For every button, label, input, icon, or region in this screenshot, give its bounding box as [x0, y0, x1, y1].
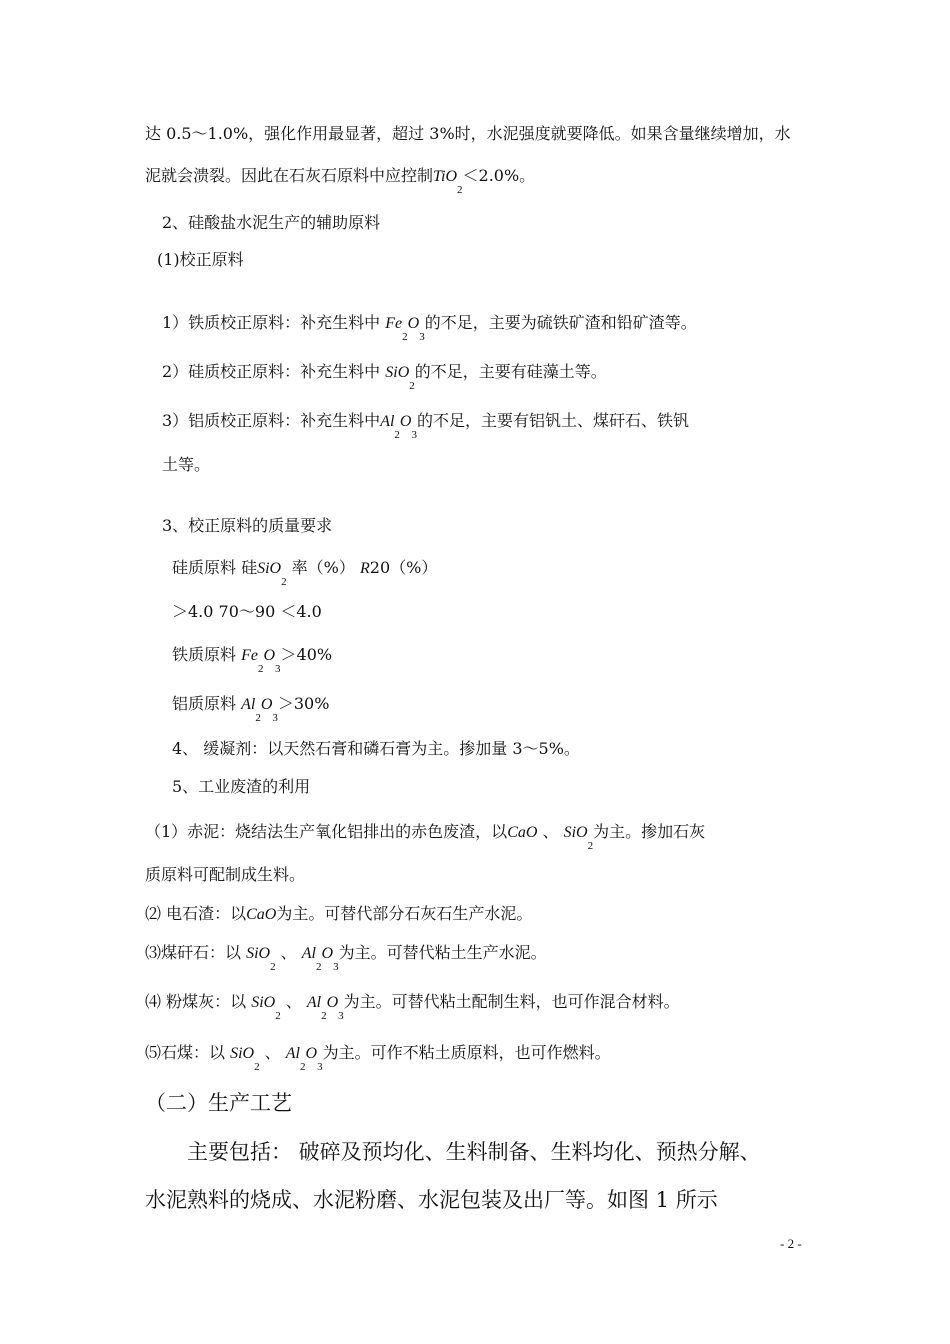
formula: SiO [563, 824, 588, 841]
text: 、 [537, 822, 564, 841]
list-item [162, 411, 689, 441]
list-item [145, 943, 547, 973]
formula: Al [301, 945, 316, 962]
formula: O [326, 994, 339, 1011]
subscript: 3 [317, 1061, 323, 1073]
text: 为主。可替代粘土配制生料，也可作混合材料。 [343, 992, 680, 1011]
paragraph-line: 水泥熟料的烧成、水泥粉磨、水泥包装及出厂等。如图 1 所示 [145, 1188, 718, 1212]
formula: Al [285, 1045, 300, 1062]
section-heading: （二）生产工艺 [145, 1091, 292, 1115]
paragraph-line: 主要包括： 破碎及预均化、生料制备、生料均化、预热分解、 [187, 1140, 761, 1164]
formula: R [359, 560, 370, 577]
subscript: 2 [270, 961, 276, 973]
subscript: 2 [255, 712, 261, 724]
subscript: 2 [321, 1010, 327, 1022]
list-item [162, 313, 697, 343]
subscript: 2 [394, 429, 400, 441]
list-item [145, 992, 680, 1022]
list-item-continuation: 土等。 [162, 455, 211, 474]
subscript: 3 [333, 961, 339, 973]
subscript: 2 [402, 331, 408, 343]
formula: O [321, 945, 334, 962]
subscript: 3 [419, 331, 425, 343]
text: 1）铁质校正原料：补充生料中 [162, 313, 386, 332]
text: ＜2.0%。 [462, 166, 536, 185]
text: 的不足，主要有硅藻土等。 [414, 362, 607, 381]
text: 为主。可替代部分石灰石生产水泥。 [276, 904, 533, 923]
text: 为主。可作不粘土质原料，也可作燃料。 [322, 1043, 611, 1062]
text: ⑸石煤：以 [145, 1043, 231, 1062]
list-item-continuation: 质原料可配制成生料。 [145, 865, 306, 884]
formula: SiO [230, 1045, 255, 1062]
formula: TiO [433, 168, 458, 185]
formula: CaO [507, 824, 538, 841]
text: ＞40% [280, 645, 333, 664]
list-item [145, 822, 706, 852]
text: 率（%） [286, 558, 355, 577]
text: 20（%） [369, 558, 438, 577]
formula: O [407, 315, 420, 332]
formula: CaO [246, 906, 277, 923]
text: 铝质原料 [172, 694, 242, 713]
formula: O [260, 696, 273, 713]
text: 的不足，主要有铝钒土、煤矸石、铁钒 [416, 411, 689, 430]
formula: SiO [257, 560, 282, 577]
list-item [162, 362, 607, 392]
formula: O [263, 647, 276, 664]
subscript: 3 [275, 663, 281, 675]
page-number: - 2 - [780, 1236, 802, 1251]
text: ⑵ 电石渣：以 [145, 904, 247, 923]
table-row [172, 645, 333, 675]
subscript: 2 [275, 1010, 281, 1022]
text: 、 [280, 992, 307, 1011]
subscript: 2 [281, 576, 287, 588]
table-row [172, 694, 330, 724]
text: 泥就会溃裂。因此在石灰石原料中应控制 [145, 166, 434, 185]
table-row [172, 558, 438, 588]
text: 为主。可替代粘土生产水泥。 [338, 943, 547, 962]
text: 为主。掺加石灰 [593, 822, 706, 841]
formula: SiO [251, 994, 276, 1011]
formula: Fe [385, 315, 403, 332]
sub-heading: (1)校正原料 [157, 250, 244, 269]
text: 、 [275, 943, 302, 962]
formula: Al [241, 696, 256, 713]
list-item [145, 1043, 611, 1073]
subscript: 2 [587, 840, 594, 852]
text: 、 [259, 1043, 286, 1062]
formula: O [305, 1045, 318, 1062]
subscript: 2 [457, 184, 463, 196]
text: ⑷ 粉煤灰：以 [145, 992, 252, 1011]
subscript: 3 [411, 429, 417, 441]
table-row: ＞4.0 70～90 ＜4.0 [172, 602, 322, 621]
formula: SiO [246, 945, 271, 962]
section-heading: 3、校正原料的质量要求 [162, 516, 333, 535]
text: ＞30% [277, 694, 330, 713]
formula: Fe [241, 647, 258, 664]
formula: SiO [385, 364, 410, 381]
text: 硅质原料 硅 [172, 558, 258, 577]
formula: Al [306, 994, 322, 1011]
formula: Al [380, 413, 395, 430]
section-heading: 4、 缓凝剂：以天然石膏和磷石膏为主。掺加量 3～5%。 [172, 739, 580, 758]
text: 铁质原料 [172, 645, 242, 664]
subscript: 3 [338, 1010, 344, 1022]
section-heading: 2、硅酸盐水泥生产的辅助原料 [162, 213, 381, 232]
paragraph-line [145, 166, 536, 196]
list-item [145, 904, 532, 925]
subscript: 3 [272, 712, 278, 724]
text: （1）赤泥：烧结法生产氧化铝排出的赤色废渣，以 [145, 822, 508, 841]
formula: O [399, 413, 412, 430]
text: 2）硅质校正原料：补充生料中 [162, 362, 386, 381]
subscript: 2 [257, 663, 264, 675]
subscript: 2 [409, 380, 415, 392]
text: ⑶煤矸石：以 [145, 943, 247, 962]
subscript: 2 [254, 1061, 260, 1073]
paragraph-line: 达 0.5～1.0%，强化作用最显著，超过 3%时，水泥强度就要降低。如果含量继续增加，水 [145, 124, 791, 143]
subscript: 2 [300, 1061, 306, 1073]
text: 3）铝质校正原料：补充生料中 [162, 411, 381, 430]
text: 的不足，主要为硫铁矿渣和铅矿渣等。 [424, 313, 697, 332]
subscript: 2 [316, 961, 322, 973]
section-heading: 5、工业废渣的利用 [172, 777, 311, 796]
